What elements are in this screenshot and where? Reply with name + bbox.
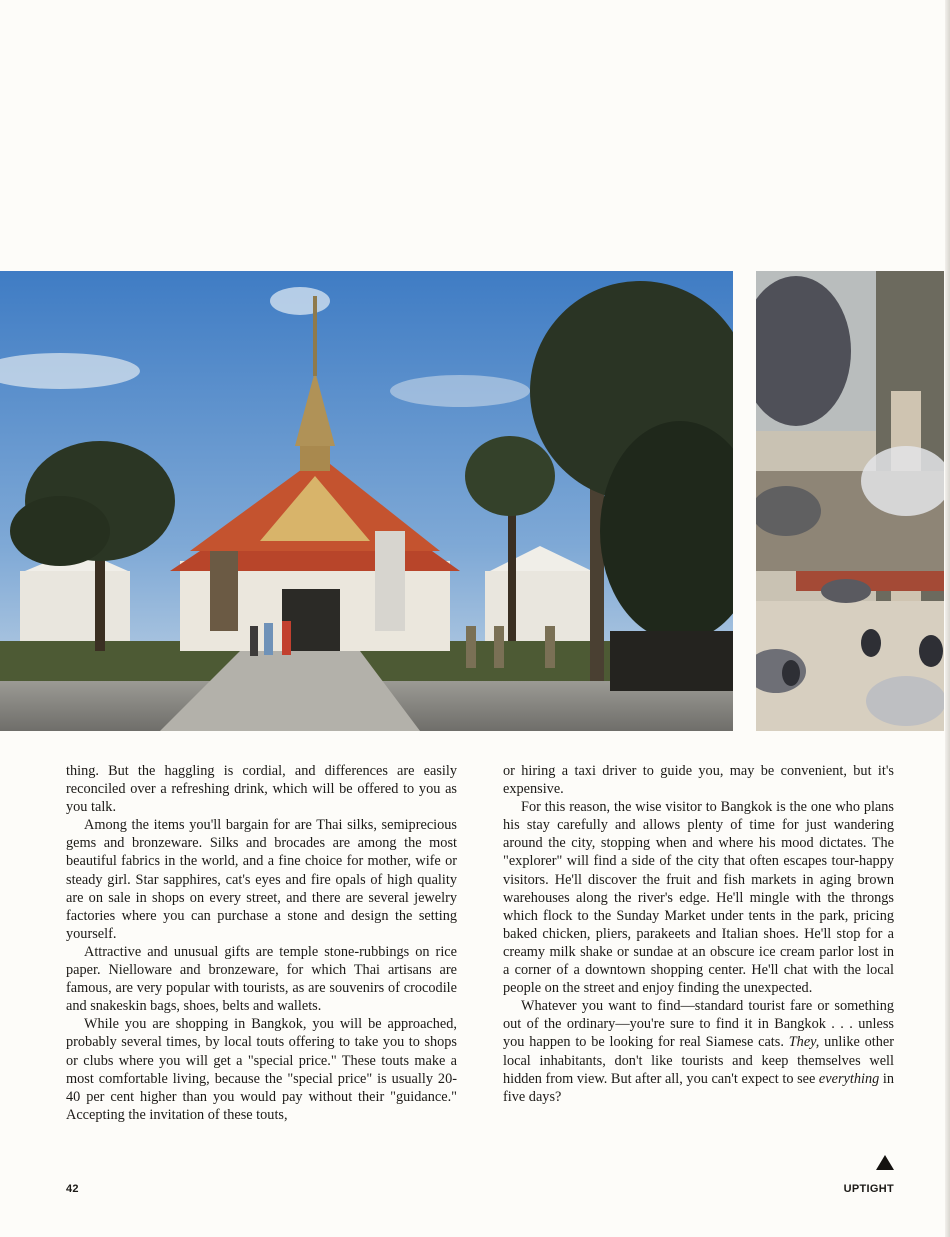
right-text-column [503, 762, 894, 1106]
conclusion-emphasis-everything: everything [818, 1070, 880, 1087]
paragraph-conclusion [503, 997, 894, 1106]
conclusion-emphasis-they: They, [788, 1034, 820, 1051]
paragraph-haggling: thing. But the haggling is cordial, and differences are easily reconciled over a refreshing drink, which will be offered to you as you talk. [66, 763, 457, 816]
end-of-article-triangle-icon [876, 1155, 894, 1170]
paragraph-bargain-items: Among the items you'll bargain for are Thai silks, semiprecious gems and bronzeware. Silks and brocades are among the most beautiful fabrics in the world, and a fine choice for mother, wife or steady girl. Star sapphires, cat's eyes and fire opals of high quality are on sale in shops on every street, and there are several jewelry factories where you can purchase a stone and design the setting yourself. [66, 817, 457, 942]
left-text-column [66, 762, 457, 1124]
page-number: 42 [66, 1183, 79, 1195]
temple-photo [0, 271, 733, 731]
paragraph-touts: While you are shopping in Bangkok, you will be approached, probably several times, by local touts offering to take you to shops or clubs where you will get a "special price." These touts make a most comfortable living, because the "special price" is usually 20-40 per cent higher than you would pay without their "guidance." Accepting the invitation of these touts, [66, 1016, 457, 1123]
paragraph-explorer: For this reason, the wise visitor to Bangkok is the one who plans his stay carefully and allows plenty of time for just wandering around the city, stopping when and where his mood dictates. The "explorer" will find a side of the city that often escapes tour-happy visitors. He'll discover the fruit and fish markets in aging brown warehouses along the river's edge. He'll mingle with the throngs which flock to the Sunday Market under tents in the park, pricing baked chicken, pliers, parakeets and Italian shoes. He'll stop for a creamy milk shake or sundae at an obscure ice cream parlor lost in a corner of a downtown shopping center. He'll chat with the local people on the street and enjoy finding the unexpected. [503, 799, 894, 997]
pigeons-photo [756, 271, 944, 731]
paragraph-taxi: or hiring a taxi driver to guide you, may be convenient, but it's expensive. [503, 763, 894, 798]
conclusion-text-b: unlike other local inhabitants, don't like tourists and keep themselves well hidden from view. But after all, you can't expect to see [503, 1034, 894, 1087]
conclusion-text-c: in five days? [503, 1070, 894, 1105]
paragraph-gifts: Attractive and unusual gifts are temple stone-rubbings on rice paper. Nielloware and bronzeware, for which Thai artisans are famous, are very popular with tourists, as are souvenirs of crocodile and snakeskin bags, shoes, belts and wallets. [66, 943, 457, 1015]
conclusion-text-a: Whatever you want to find—standard tourist fare or something out of the ordinary—you're sure to find it in Bangkok . . . unless you happen to be looking for real Siamese cats. [503, 998, 894, 1051]
page-edge-shadow [945, 0, 950, 1237]
magazine-name: UPTIGHT [843, 1183, 894, 1195]
